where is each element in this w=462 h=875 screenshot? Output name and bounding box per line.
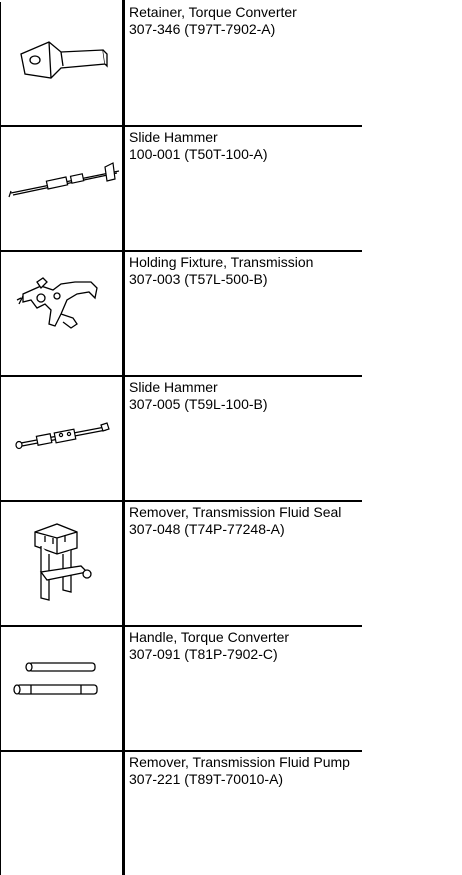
tool-name: Remover, Transmission Fluid Seal [129, 504, 342, 520]
tool-illustration-cell [0, 502, 122, 625]
tool-illustration-cell [0, 377, 122, 500]
tool-illustration-cell [0, 752, 122, 875]
seal-remover-icon [1, 502, 123, 625]
tool-number: 307-221 (T89T-70010-A) [129, 771, 284, 787]
tool-number: 307-003 (T57L-500-B) [129, 271, 268, 287]
tool-name: Retainer, Torque Converter [129, 4, 297, 20]
tool-description [129, 629, 359, 663]
tool-illustration-cell [0, 2, 122, 125]
tool-row [0, 0, 362, 125]
tool-name: Handle, Torque Converter [129, 629, 290, 645]
torque-converter-handle-icon [1, 627, 123, 750]
tool-number: 307-005 (T59L-100-B) [129, 396, 268, 412]
tool-illustration-cell [0, 127, 122, 250]
tool-name: Holding Fixture, Transmission [129, 254, 314, 270]
slide-hammer-short-icon [1, 377, 123, 500]
tool-name: Remover, Transmission Fluid Pump [129, 754, 350, 770]
tool-row [0, 750, 362, 875]
tool-description [129, 504, 359, 538]
tool-description [129, 254, 359, 288]
tool-row [0, 125, 362, 250]
tool-description [129, 379, 359, 413]
holding-fixture-icon [1, 252, 123, 375]
tool-description [129, 129, 359, 163]
tool-illustration-cell [0, 252, 122, 375]
tool-row [0, 500, 362, 625]
tool-illustration-cell [0, 627, 122, 750]
slide-hammer-icon [1, 127, 123, 250]
tool-number: 307-091 (T81P-7902-C) [129, 646, 278, 662]
tool-description [129, 4, 359, 38]
tool-number: 307-048 (T74P-77248-A) [129, 521, 285, 537]
tool-number: 307-346 (T97T-7902-A) [129, 21, 276, 37]
tool-number: 100-001 (T50T-100-A) [129, 146, 268, 162]
tool-row [0, 250, 362, 375]
tool-name: Slide Hammer [129, 379, 218, 395]
tool-description [129, 754, 359, 788]
torque-converter-retainer-icon [1, 2, 123, 125]
tool-row [0, 625, 362, 750]
tool-name: Slide Hammer [129, 129, 218, 145]
tool-row [0, 375, 362, 500]
